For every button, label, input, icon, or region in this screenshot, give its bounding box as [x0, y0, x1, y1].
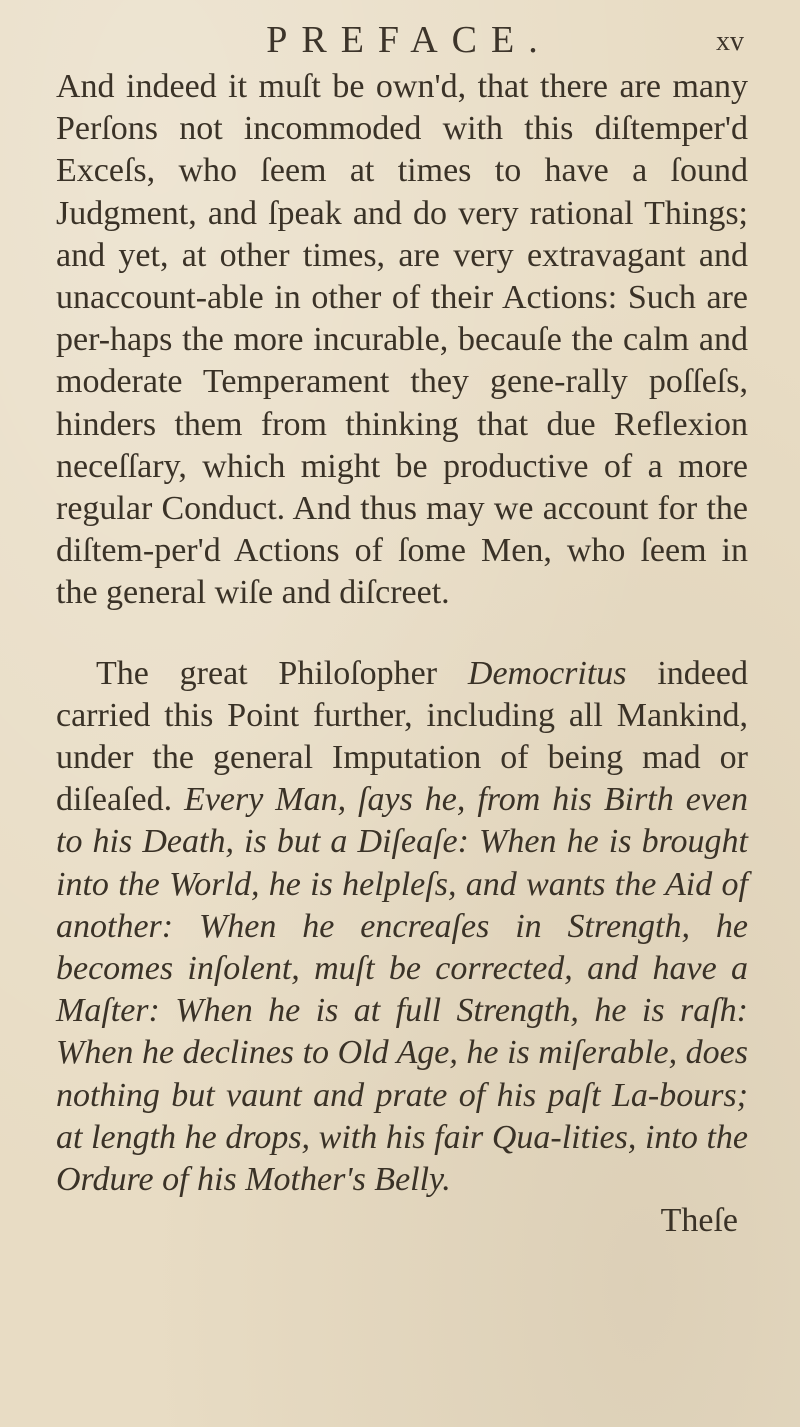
paragraph-2-middle: indeed carried this Point further, including all Mankind, under the general Imputation of being mad or diſeaſed. [56, 654, 748, 819]
page-number: xv [716, 26, 744, 57]
running-head-title: PREFACE. [266, 19, 552, 61]
democritus-quote: Every Man, ſays he, from his Birth even to his Death, is but a Diſeaſe: When he is brought into the World, he is helpleſs, and wants the Aid of another: When he encreaſes in Strength, he becomes inſolent, muſt be corrected, and have a Maſter: When he is at full Strength, he is raſh: When he declines to Old Age, he is miſerable, does nothing but vaunt and prate of his paſt La-bours; at length he drops, with his fair Qua-lities, into the Ordure of his Mother's Belly. [56, 781, 748, 1199]
paragraph-1: And indeed it muſt be own'd, that there are many Perſons not incommoded with this diſtemper'd Exceſs, who ſeem at times to have a ſound Judgment, and ſpeak and do very rational Things; and yet, at other times, are very extravagant and unaccount-able in other of their Actions: Such are per-haps the more incurable, becauſe the calm and moderate Temperament they gene-rally poſſeſs, hinders them from thinking that due Reflexion neceſſary, which might be productive of a more regular Conduct. And thus may we account for the diſtem-per'd Actions of ſome Men, who ſeem in the general wiſe and diſcreet. [56, 68, 748, 612]
running-head [56, 0, 748, 62]
philosopher-name: Democritus [467, 654, 627, 692]
catchword-line [56, 1201, 748, 1241]
paragraph-2-lead: The great Philoſopher [96, 654, 468, 692]
catchword: Theſe [660, 1202, 738, 1240]
paragraph-2 [56, 653, 748, 1202]
